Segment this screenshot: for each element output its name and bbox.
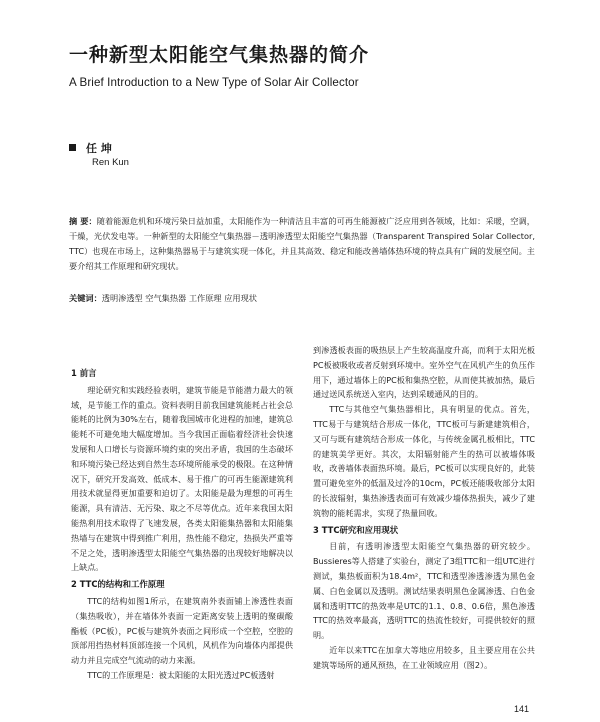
author-name-cn-text: 任 坤 [86, 142, 112, 155]
keywords-text: 透明渗透型 空气集热器 工作原理 应用现状 [101, 293, 257, 303]
left-column [71, 364, 293, 683]
author-name-cn [69, 140, 112, 156]
section-2-paragraph-2: TTC的工作原理是：被太阳能的太阳光透过PC板透射 [87, 669, 275, 680]
abstract-label: 摘 要： [69, 216, 97, 226]
section-3-heading: 3 TTC研究和应用现状 [313, 524, 399, 535]
abstract-text: 随着能源危机和环境污染日益加重，太阳能作为一种清洁且丰富的可再生能源被广泛应用到各领域，比如：采暖，空调，干燥，光伏发电等。一种新型的太阳能空气集热器－透明渗透型太阳能空气集热器（Transparent Transpired Solar Collector, TTC）也现在市场上，这种集热器易于与建筑实现一体化，并且其高效、稳定和能改善墙体热环境的特点具有广阔的发展空间。主要介绍其工作原理和研究现状。 [69, 216, 535, 271]
section-1-paragraph: 理论研究和实践经验表明，建筑节能是节能潜力最大的领域，是节能工作的重点。资料表明目前我国建筑能耗占社会总能耗的比例为30%左右，随着我国城市化进程的加速，建筑总能耗不可避免地大幅度增加。当今我国正面临着经济社会快速发展和人口增长与资源环境约束的突出矛盾，我国的生态破坏和环境污染已经达到自然生态环境所能承受的极限。在这种情况下，研究开发高效、低成本、易于推广的可再生能源建筑利用技术就显得更加重要和迫切了。太阳能是最为理想的可再生能源，具有清洁、无污染、取之不尽等优点。近年来我国太阳能热利用技术取得了飞速发展，各类太阳能集热器和太阳能集热墙与在建筑中得到推广利用，热性能不稳定，热损失严重等不足之处，透明渗透型太阳能空气集热器的出现较好地解决以上缺点。 [71, 384, 293, 573]
right-column [313, 343, 535, 673]
section-3-paragraph-1: 目前，有透明渗透型太阳能空气集热器的研究较少。Bussieres等人搭建了实验台，测定了3组TTC和一组UTC进行测试，集热板面积为18.4m²，TTC和透型渗透渗透为黑色金属、白色金属以及透明。测试结果表明黑色金属渗透、白色金属和透明TTC的热效率是UTC的1.1、0.8、0.6倍，黑色渗透TTC的热效率最高，透明TTC的热流性较好，可提供较好的照明。 [313, 541, 535, 641]
section-3-paragraph-2: 近年以来TTC在加拿大等地应用较多，且主要应用在公共建筑等场所的通风预热，在工业领域应用（图2）。 [313, 644, 535, 670]
keywords [69, 291, 535, 305]
article-title-cn: 一种新型太阳能空气集热器的简介 [69, 44, 370, 66]
article-title-en: A Brief Introduction to a New Type of Solar Air Collector [69, 76, 359, 89]
continued-paragraph: 到渗透板表面的吸热层上产生较高温度升高，而利于太阳光板PC板被吸收或者反射到环境中。室外空气在风机产生的负压作用下，通过墙体上的PC板和集热空腔，从而使其被加热，最后通过送风系统送入室内，达到采暖通风的目的。 [313, 345, 535, 400]
section-1-heading: 1 前言 [71, 368, 97, 378]
section-2-paragraph-1: TTC的结构如图1所示，在建筑南外表面铺上渗透性表面（集热吸收），并在墙体外表面一定距离安装上透明的聚碳酸酯板（PC板），PC板与建筑外表面之间形成一个空腔，空腔的顶部用挡热材料顶部连接一个风机，风机作为向墙体内部提供动力并且完成空气流动的动力来源。 [71, 595, 293, 666]
abstract [69, 214, 535, 274]
keywords-label: 关键词： [69, 293, 102, 303]
page-number: 141 [514, 704, 530, 714]
bullet-square-icon [69, 144, 76, 151]
advantages-paragraph: TTC与其他空气集热器相比，具有明显的优点。首先，TTC易于与建筑结合形成一体化，TTC板可与新建建筑相合，又可与既有建筑结合形成一体化，与传统金属孔板相比，TTC的建筑美学更好。其次，太阳辐射能产生的热可以被墙体吸收，改善墙体表面热环境。最后，PC板可以实现良好的，此装置可避免室外的低温及过冷的10cm，PC板还能吸收部分太阳的长波辐射，集热渗透表面可有效减少墙体热损失，减少了建筑物的能耗需求，实现了热量回收。 [313, 404, 535, 518]
section-2-heading: 2 TTC的结构和工作原理 [71, 579, 165, 590]
author-name-en: Ren Kun [92, 157, 129, 168]
